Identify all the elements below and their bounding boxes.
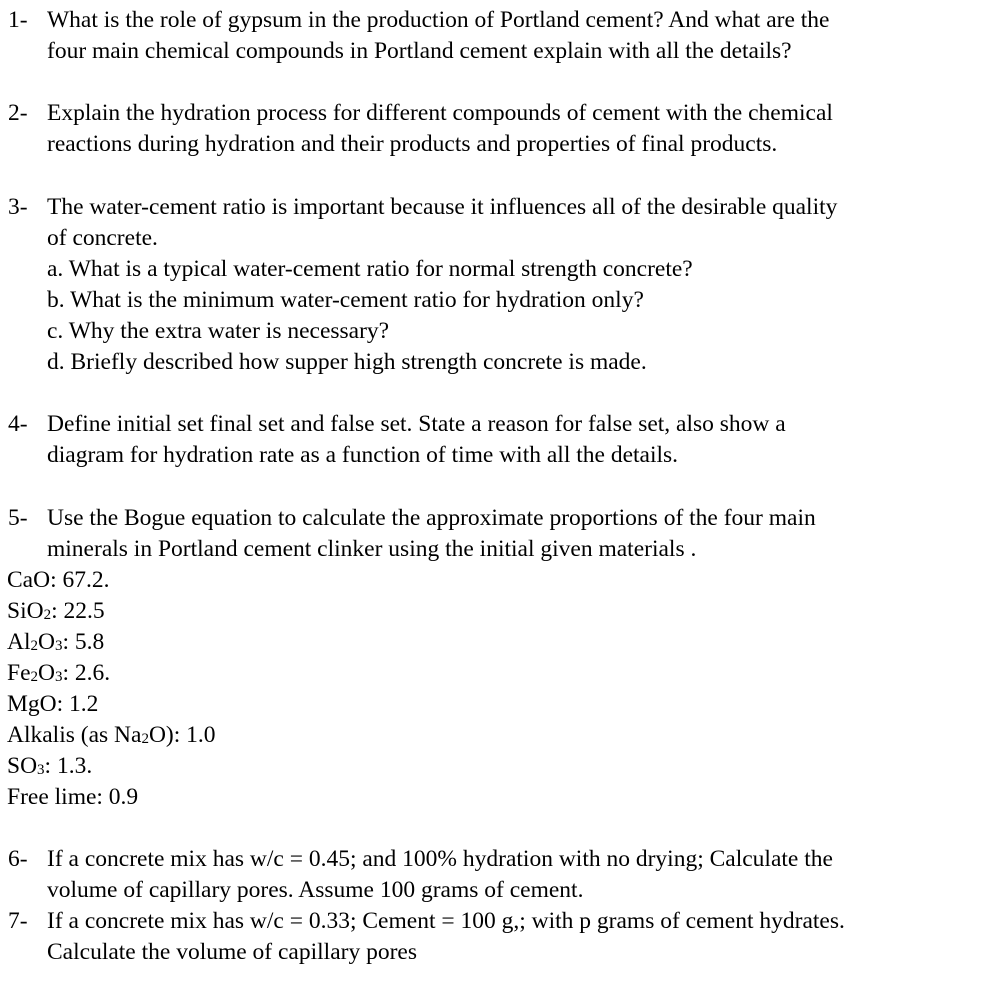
q3-number: 3-: [8, 194, 28, 220]
material-sio2-value: : 22.5: [51, 598, 105, 624]
q6-text-line1: If a concrete mix has w/c = 0.45; and 100% hydration with no drying; Calculate the: [47, 846, 833, 872]
material-sio2: [7, 596, 105, 626]
material-alkalis-subscript: 2: [141, 731, 149, 747]
material-so3-subscript: 3: [37, 762, 45, 778]
material-alkalis-formula: Alkalis (as Na: [7, 722, 142, 748]
material-fe2o3-subscript-2: 3: [54, 669, 63, 685]
material-so3-formula: SO: [7, 753, 38, 779]
q6-text-line2: volume of capillary pores. Assume 100 grams of cement.: [47, 877, 584, 903]
q3-sub-c: c. Why the extra water is necessary?: [47, 318, 390, 344]
q7-text-line2: Calculate the volume of capillary pores: [47, 939, 417, 965]
material-cao: [7, 565, 109, 595]
material-fe2o3: [7, 658, 110, 688]
q2-text-line1: Explain the hydration process for different compounds of cement with the chemical: [47, 100, 833, 126]
q4-text-line2: diagram for hydration rate as a function of time with all the details.: [47, 442, 679, 468]
q1-text-line2: four main chemical compounds in Portland cement explain with all the details?: [47, 38, 792, 64]
material-mgo-text: MgO: 1.2: [7, 691, 99, 717]
material-fe2o3-formula-1: Fe: [7, 660, 31, 686]
material-free-lime: [7, 782, 138, 812]
material-al2o3-subscript-1: 2: [30, 638, 38, 654]
q3-text-line1: The water-cement ratio is important because it influences all of the desirable quality: [47, 194, 838, 220]
material-so3-value: : 1.3.: [44, 753, 93, 779]
q5-text-line2: minerals in Portland cement clinker using the initial given materials .: [47, 536, 697, 562]
q5-number: 5-: [8, 505, 28, 531]
q6-number: 6-: [8, 846, 28, 872]
q3-text-line2: of concrete.: [47, 225, 158, 251]
material-al2o3-formula-2: O: [38, 629, 55, 655]
q2-number: 2-: [8, 100, 28, 126]
material-al2o3-value: : 5.8: [62, 629, 105, 655]
q1-text-line1: What is the role of gypsum in the production of Portland cement? And what are the: [47, 7, 830, 33]
material-al2o3: [7, 627, 104, 657]
q7-number: 7-: [8, 908, 28, 934]
material-fe2o3-value: : 2.6.: [62, 660, 111, 686]
material-al2o3-subscript-2: 3: [54, 638, 63, 654]
material-fe2o3-subscript-1: 2: [30, 669, 38, 685]
material-al2o3-formula-1: Al: [7, 629, 31, 655]
material-sio2-formula: SiO: [7, 598, 44, 624]
material-so3: [7, 751, 92, 781]
q5-text-line1: Use the Bogue equation to calculate the approximate proportions of the four main: [47, 505, 816, 531]
material-alkalis: [7, 720, 216, 750]
material-free-lime-text: Free lime: 0.9: [7, 784, 139, 810]
material-sio2-subscript: 2: [43, 607, 52, 623]
q4-number: 4-: [8, 411, 28, 437]
q1-number: 1-: [8, 7, 28, 33]
material-cao-text: CaO: 67.2.: [7, 567, 110, 593]
material-mgo: [7, 689, 98, 719]
q2-text-line2: reactions during hydration and their products and properties of final products.: [47, 131, 778, 157]
q7-text-line1: If a concrete mix has w/c = 0.33; Cement = 100 g,; with p grams of cement hydrates.: [47, 908, 845, 934]
q3-sub-d: d. Briefly described how supper high strength concrete is made.: [47, 349, 647, 375]
material-fe2o3-formula-2: O: [38, 660, 55, 686]
q3-sub-b: b. What is the minimum water-cement ratio for hydration only?: [47, 287, 644, 313]
q4-text-line1: Define initial set final set and false set. State a reason for false set, also show a: [47, 411, 786, 437]
material-alkalis-value: O): 1.0: [148, 722, 216, 748]
q3-sub-a: a. What is a typical water-cement ratio for normal strength concrete?: [47, 256, 693, 282]
